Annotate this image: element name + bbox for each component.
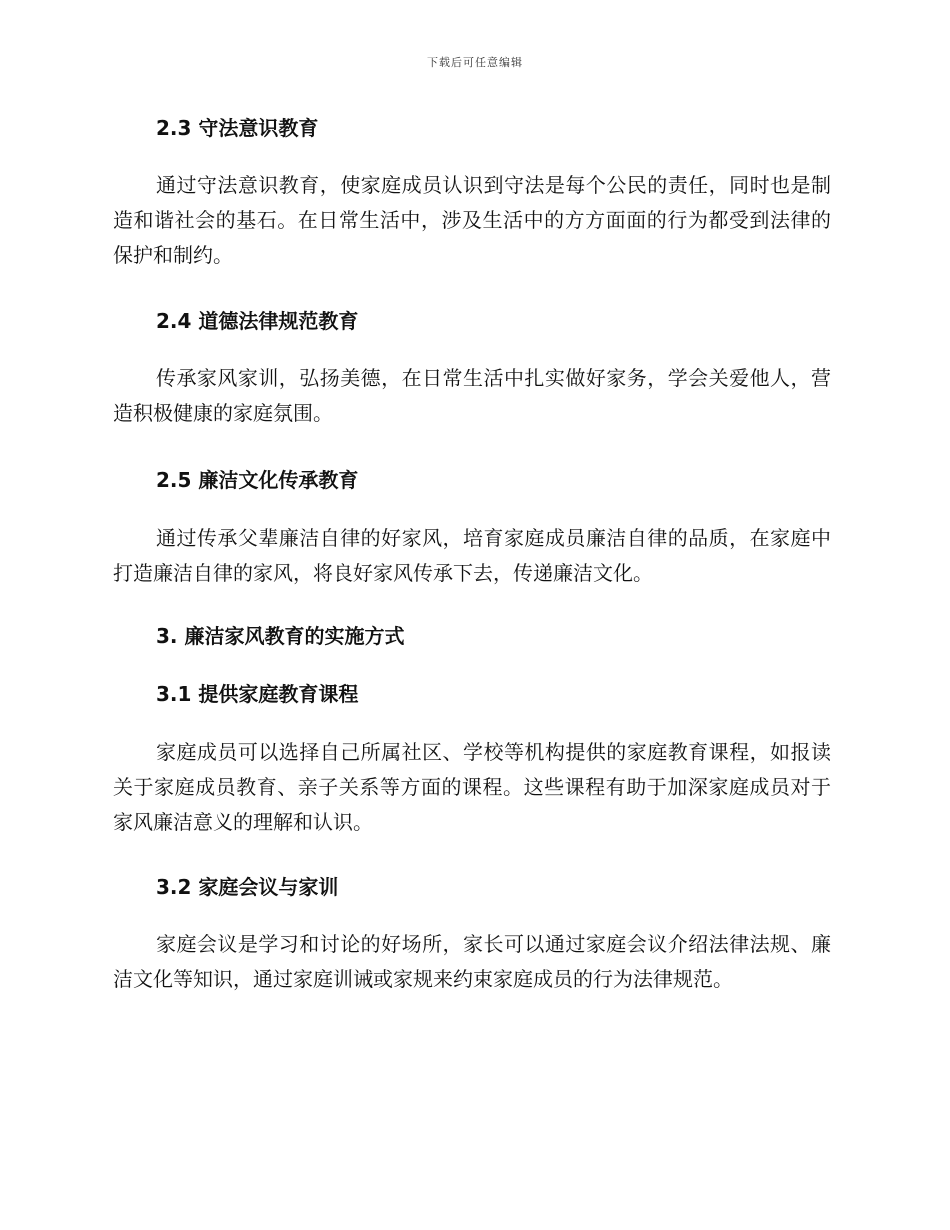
section-heading-3-1: 3.1 提供家庭教育课程 <box>156 682 359 706</box>
section-paragraph-2-3: 通过守法意识教育，使家庭成员认识到守法是每个公民的责任，同时也是制造和谐社会的基石。在日常生活中，涉及生活中的方方面面的行为都受到法律的保护和制约。 <box>113 173 831 267</box>
section-paragraph-2-5: 通过传承父辈廉洁自律的好家风，培育家庭成员廉洁自律的品质，在家庭中打造廉洁自律的家风，将良好家风传承下去，传递廉洁文化。 <box>113 526 831 585</box>
section-paragraph-2-4: 传承家风家训，弘扬美德，在日常生活中扎实做好家务，学会关爱他人，营造积极健康的家庭氛围。 <box>113 366 831 425</box>
section-heading-2-4: 2.4 道德法律规范教育 <box>156 309 359 333</box>
section-heading-2-3: 2.3 守法意识教育 <box>156 116 319 140</box>
section-paragraph-3-2: 家庭会议是学习和讨论的好场所，家长可以通过家庭会议介绍法律法规、廉洁文化等知识，通过家庭训诫或家规来约束家庭成员的行为法律规范。 <box>113 932 831 991</box>
section-heading-2-5: 2.5 廉洁文化传承教育 <box>156 468 359 492</box>
section-paragraph-3-1: 家庭成员可以选择自己所属社区、学校等机构提供的家庭教育课程，如报读关于家庭成员教育、亲子关系等方面的课程。这些课程有助于加深家庭成员对于家风廉洁意义的理解和认识。 <box>113 740 831 834</box>
section-heading-3-2: 3.2 家庭会议与家训 <box>156 875 339 899</box>
page-header: 下载后可任意编辑 <box>427 56 523 69</box>
document-body <box>113 113 831 997</box>
section-heading-3: 3. 廉洁家风教育的实施方式 <box>156 624 405 648</box>
